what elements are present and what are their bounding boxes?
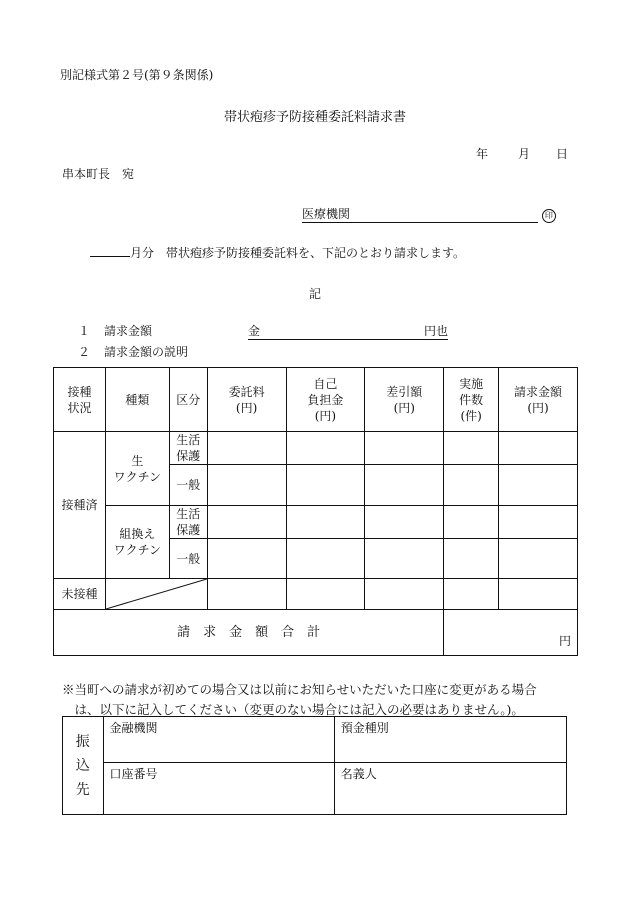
seal-mark: 印 (542, 209, 556, 223)
cell-input[interactable] (499, 539, 578, 579)
account-holder-field[interactable] (334, 763, 566, 815)
cell-input[interactable] (444, 432, 499, 465)
bank-table (62, 716, 567, 815)
cell-input[interactable] (207, 432, 286, 465)
category-general: 一般 (169, 465, 207, 506)
date-day: 日 (556, 147, 569, 161)
account-number-label: 口座番号 (109, 767, 158, 781)
document-title: 帯状疱疹予防接種委託料請求書 (223, 110, 406, 125)
kin-label: 金 (248, 324, 261, 338)
account-number-field[interactable] (103, 763, 334, 815)
request-line (90, 244, 465, 261)
bank-institution-field[interactable] (103, 717, 334, 763)
addressee: 串本町長 宛 (62, 167, 135, 181)
cell-input[interactable] (286, 465, 365, 506)
cell-input[interactable] (365, 579, 444, 610)
header-type: 種類 (105, 368, 169, 432)
vaccine-live: 生 ワクチン (105, 432, 169, 506)
total-amount[interactable] (444, 610, 578, 656)
total-label: 請 求 金 額 合 計 (54, 610, 444, 656)
ki-heading: 記 (308, 287, 321, 301)
cell-input[interactable] (444, 579, 499, 610)
cell-input[interactable] (499, 506, 578, 539)
cell-input[interactable] (286, 539, 365, 579)
cell-input[interactable] (499, 579, 578, 610)
cell-input[interactable] (207, 506, 286, 539)
header-self-pay: 自己 負担金 (円) (286, 368, 365, 432)
diagonal-line (106, 579, 207, 609)
table-row (54, 579, 578, 610)
cell-input[interactable] (444, 506, 499, 539)
item1-num: １ (78, 324, 91, 338)
cell-input[interactable] (365, 465, 444, 506)
cell-input[interactable] (444, 465, 499, 506)
cell-input[interactable] (365, 506, 444, 539)
header-fee: 委託料 (円) (207, 368, 286, 432)
item2-label: 請求金額の説明 (104, 345, 189, 359)
yen-nari-label: 円也 (423, 324, 448, 338)
month-blank[interactable] (90, 256, 130, 257)
header-category: 区分 (169, 368, 207, 432)
item2-num: ２ (78, 345, 91, 359)
form-label: 別記様式第２号(第９条関係) (60, 68, 214, 82)
vaccine-recombinant: 組換え ワクチン (105, 506, 169, 579)
deposit-type-label: 預金種別 (340, 721, 389, 735)
date-year: 年 (476, 147, 489, 161)
item1-label: 請求金額 (104, 324, 153, 338)
category-welfare: 生活 保護 (169, 506, 207, 539)
cell-input[interactable] (286, 579, 365, 610)
request-text: 月分 帯状疱疹予防接種委託料を、下記のとおり請求します。 (130, 246, 466, 260)
furikomi-label: 振 込 先 (63, 717, 104, 815)
institution-line[interactable] (302, 205, 556, 223)
cell-input[interactable] (499, 432, 578, 465)
header-status: 接種 状況 (54, 368, 106, 432)
cell-input[interactable] (286, 432, 365, 465)
table-row (54, 432, 578, 465)
total-row (54, 610, 578, 656)
deposit-type-field[interactable] (334, 717, 566, 763)
header-row (54, 368, 578, 432)
diagonal-cell (105, 579, 207, 610)
amount-line[interactable] (248, 322, 448, 340)
bank-note: ※当町への請求が初めての場合又は以前にお知らせいただいた口座に変更がある場合 は、以下に記入してください（変更のない場合には記入の必要はありません。)。 (62, 682, 537, 717)
cell-input[interactable] (286, 506, 365, 539)
claim-table (53, 367, 578, 656)
cell-input[interactable] (499, 465, 578, 506)
cell-input[interactable] (365, 539, 444, 579)
cell-input[interactable] (207, 465, 286, 506)
header-claim: 請求金額 (円) (499, 368, 578, 432)
table-row (54, 506, 578, 539)
category-welfare: 生活 保護 (169, 432, 207, 465)
institution-label: 医療機関 (302, 205, 538, 223)
total-unit: 円 (558, 634, 571, 648)
header-difference: 差引額 (円) (365, 368, 444, 432)
status-done: 接種済 (54, 432, 106, 579)
status-not: 未接種 (54, 579, 106, 610)
bank-institution-label: 金融機関 (109, 721, 158, 735)
cell-input[interactable] (207, 539, 286, 579)
cell-input[interactable] (444, 539, 499, 579)
cell-input[interactable] (207, 579, 286, 610)
header-count: 実施 件数 (件) (444, 368, 499, 432)
cell-input[interactable] (365, 432, 444, 465)
date-month: 月 (518, 147, 531, 161)
account-holder-label: 名義人 (340, 767, 377, 781)
category-general: 一般 (169, 539, 207, 579)
